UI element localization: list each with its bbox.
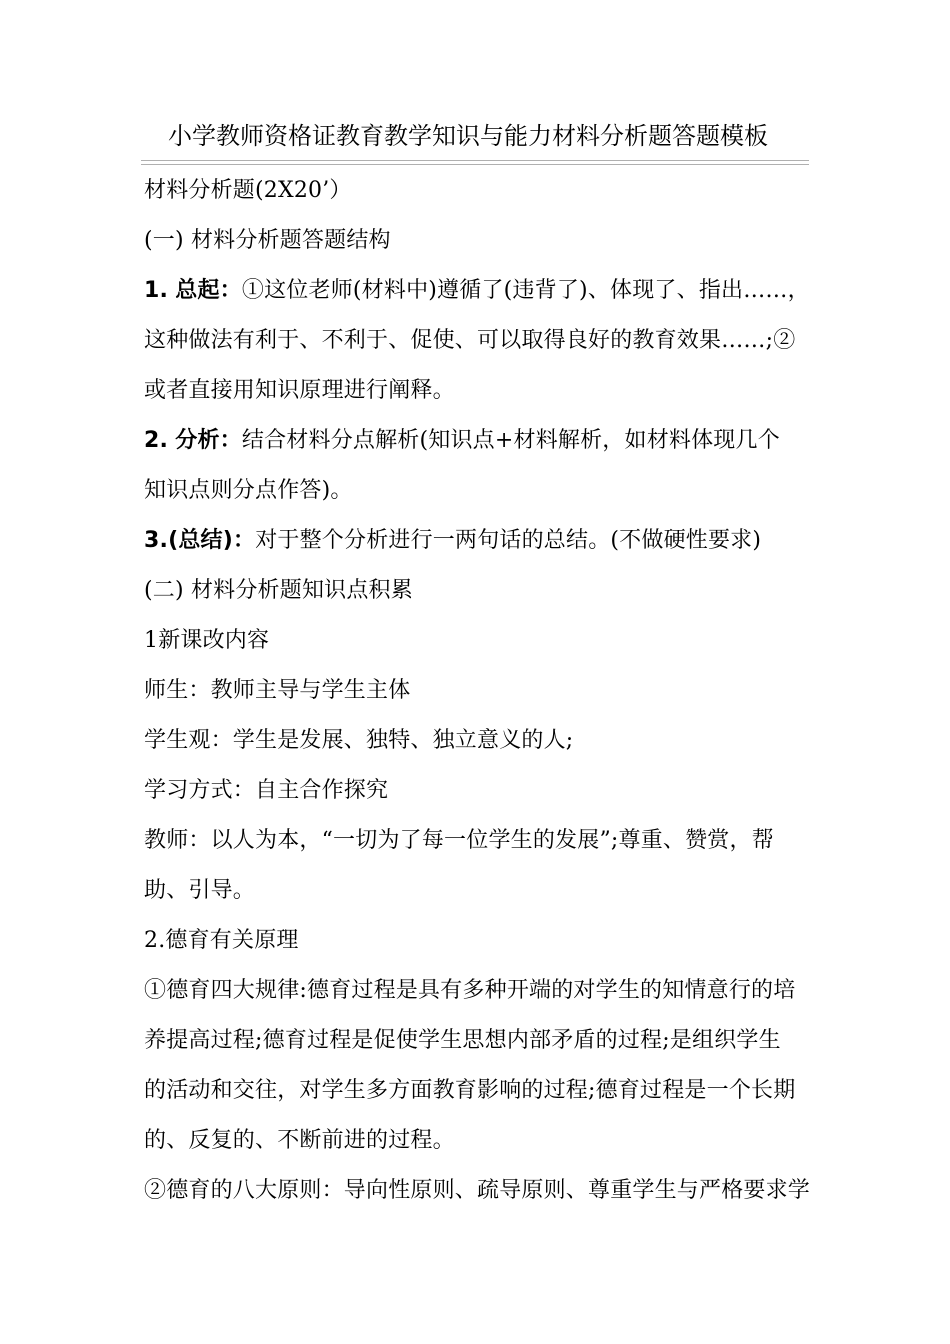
item-2-line <box>144 416 812 466</box>
subsection-heading: (一) 材料分析题答题结构 <box>144 228 391 253</box>
item-1-line <box>144 266 812 316</box>
paragraph-line: 养提高过程;德育过程是促使学生思想内部矛盾的过程;是组织学生 <box>144 1028 781 1053</box>
paragraph-line: 师生：教师主导与学生主体 <box>144 678 411 703</box>
paragraph-line: 知识点则分点作答)。 <box>144 478 353 503</box>
paragraph-line: 或者直接用知识原理进行阐释。 <box>144 378 455 403</box>
subsection-heading: (二) 材料分析题知识点积累 <box>144 578 413 603</box>
item-1-number: 1. <box>144 278 169 303</box>
paragraph-line: 学生观：学生是发展、独特、独立意义的人; <box>144 728 574 753</box>
paragraph-line: ②德育的八大原则：导向性原则、疏导原则、尊重学生与严格要求学 <box>144 1178 811 1203</box>
paragraph-line: 助、引导。 <box>144 878 256 903</box>
topic-heading: 1新课改内容 <box>144 628 270 653</box>
section-heading: 材料分析题(2X20’） <box>144 178 352 203</box>
paragraph-line: ①德育四大规律:德育过程是具有多种开端的对学生的知情意行的培 <box>144 978 796 1003</box>
paragraph-line: 这种做法有利于、不利于、促使、可以取得良好的教育效果……;② <box>144 328 796 353</box>
document-title: 小学教师资格证教育教学知识与能力材料分析题答题模板 <box>168 122 768 150</box>
item-2-label: 分析： <box>175 428 242 453</box>
paragraph-line: 的、反复的、不断前进的过程。 <box>144 1128 455 1153</box>
paragraph-line: 的活动和交往，对学生多方面教育影响的过程;德育过程是一个长期 <box>144 1078 796 1103</box>
paragraph-line: 学习方式：自主合作探究 <box>144 778 389 803</box>
item-3-line <box>144 516 812 566</box>
item-1-label: 总起： <box>175 278 242 303</box>
item-1-text: ①这位老师(材料中)遵循了(违背了)、体现了、指出……， <box>241 278 810 303</box>
item-2-number: 2. <box>144 428 169 453</box>
item-3-label: 3.(总结)： <box>144 528 256 553</box>
topic-heading: 2.德育有关原理 <box>144 928 299 953</box>
title-divider <box>141 160 809 165</box>
document-body <box>144 166 812 1216</box>
item-2-text: 结合材料分点解析(知识点+材料解析，如材料体现几个 <box>241 428 780 453</box>
item-3-text: 对于整个分析进行一两句话的总结。(不做硬性要求) <box>255 528 762 553</box>
paragraph-line: 教师：以人为本，“一切为了每一位学生的发展”;尊重、赞赏，帮 <box>144 828 774 853</box>
